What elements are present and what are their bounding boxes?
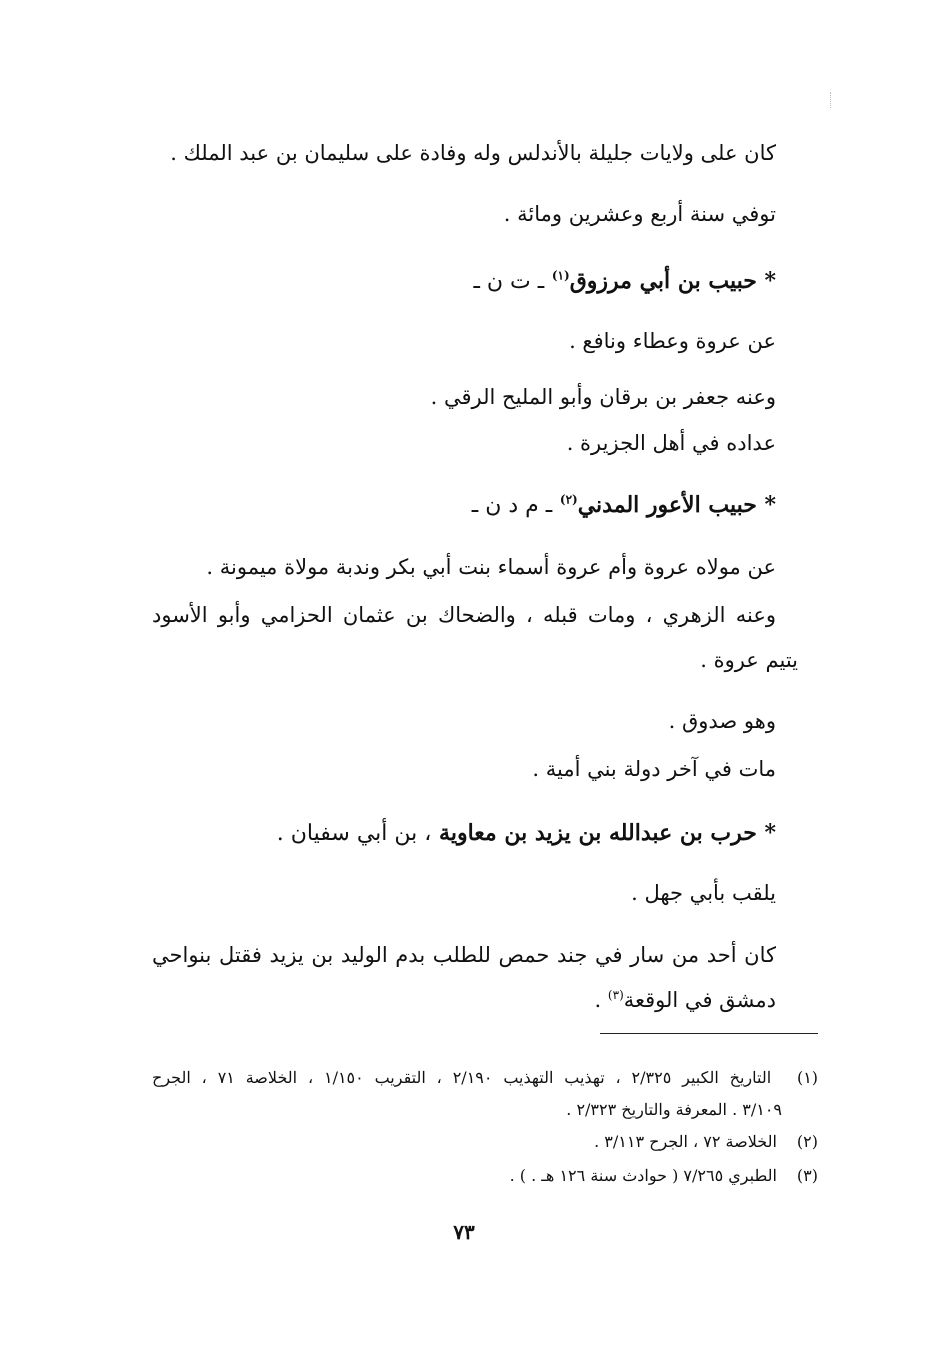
body-line-with-note: [595, 985, 776, 1015]
footnote-number: (٢): [796, 1132, 818, 1151]
body-line: يلقب بأبي جهل .: [631, 881, 776, 905]
footnote-ref: (٣): [607, 988, 624, 1002]
body-line: عن مولاه عروة وأم عروة أسماء بنت أبي بكر وندبة مولاة ميمونة .: [206, 555, 776, 579]
body-line: مات في آخر دولة بني أمية .: [532, 757, 776, 781]
body-line: كان أحد من سار في جند حمص للطلب بدم الوليد بن يزيد فقتل بنواحي: [152, 943, 776, 967]
footnote-number: (١): [796, 1068, 819, 1087]
entry-heading-habib-al-awar: [472, 490, 776, 521]
page-number: ٧٣: [453, 1220, 475, 1244]
body-line: كان على ولايات جليلة بالأندلس وله وفادة على سليمان بن عبد الملك .: [170, 141, 776, 165]
body-text: دمشق في الوقعة: [623, 988, 776, 1012]
footnote-number: (٣): [796, 1166, 818, 1185]
entry-codes: ـ ت ن ـ: [473, 269, 545, 294]
entry-name: * حرب بن عبدالله بن يزيد بن معاوية: [439, 820, 776, 846]
footnote-text: التاريخ الكبير ٢/٣٢٥ ، تهذيب التهذيب ٢/١٩٠ ، التقريب ١/١٥٠ ، الخلاصة ٧١ ، الجرح: [152, 1068, 772, 1087]
entry-name: * حبيب بن أبي مرزوق: [569, 268, 776, 294]
footnote-text: الخلاصة ٧٢ ، الجرح ٣/١١٣ .: [594, 1132, 777, 1151]
entry-heading-harb-ibn-abdallah: [277, 818, 776, 849]
body-line: عن عروة وعطاء ونافع .: [569, 329, 776, 353]
footnote-1: [152, 1066, 818, 1090]
body-line: توفي سنة أربع وعشرين ومائة .: [503, 202, 776, 226]
footnote-ref: (١): [551, 268, 570, 283]
body-text-end: .: [594, 988, 602, 1012]
body-line: يتيم عروة .: [700, 648, 798, 672]
entry-heading-habib-ibn-abi-marzuq: [473, 266, 776, 297]
page-speck-mark: [830, 92, 833, 108]
body-line: عداده في أهل الجزيرة .: [566, 431, 776, 455]
body-line: وهو صدوق .: [668, 709, 776, 733]
body-line: وعنه جعفر بن برقان وأبو المليح الرقي .: [430, 385, 776, 409]
entry-codes: ـ م د ن ـ: [471, 493, 553, 518]
footnote-3: [510, 1164, 818, 1188]
entry-name: * حبيب الأعور المدني: [577, 492, 776, 518]
footnote-2: [594, 1130, 818, 1154]
footnote-1-continuation: ٣/١٠٩ . المعرفة والتاريخ ٢/٣٢٣ .: [566, 1100, 782, 1119]
footnote-separator-rule: [600, 1033, 818, 1034]
body-line: وعنه الزهري ، ومات قبله ، والضحاك بن عثمان الحزامي وأبو الأسود: [152, 603, 776, 627]
entry-rest: ، بن أبي سفيان .: [276, 821, 432, 846]
footnote-text: الطبري ٧/٢٦٥ ( حوادث سنة ١٢٦ هـ . ) .: [509, 1166, 777, 1185]
footnote-ref: (٢): [559, 492, 578, 507]
